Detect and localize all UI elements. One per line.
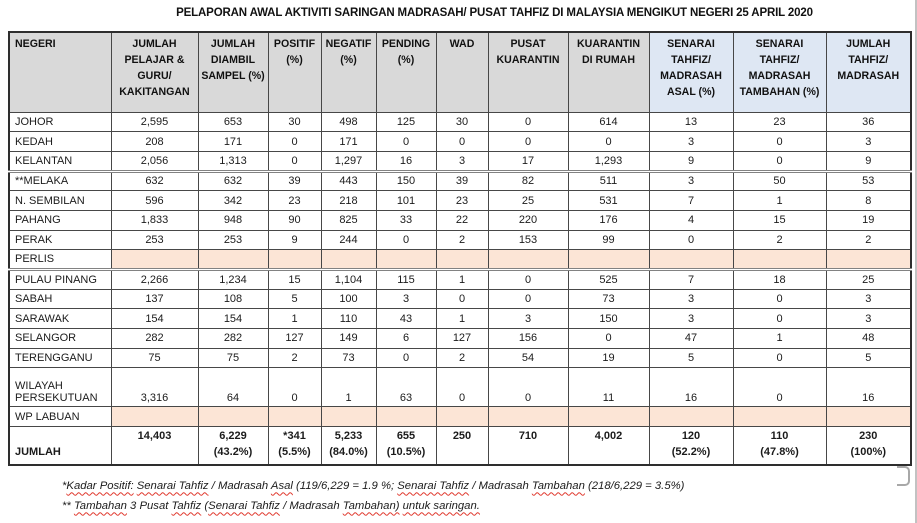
table-cell [436, 407, 488, 427]
column-header-pending: PENDING (%) [376, 32, 436, 112]
table-cell: 39 [268, 171, 321, 191]
total-value: 6,229 [219, 430, 247, 443]
row-label: TERENGGANU [9, 348, 111, 368]
table-cell: 43 [376, 309, 436, 329]
row-label: SABAH [9, 289, 111, 309]
table-cell: 3 [376, 289, 436, 309]
table-row-sabah [9, 289, 911, 309]
table-cell: 110 [321, 309, 376, 329]
table-cell: 99 [568, 230, 649, 250]
table-cell [826, 407, 911, 427]
table-cell: 101 [376, 191, 436, 211]
footnotes [62, 476, 917, 516]
table-cell [376, 250, 436, 270]
table-cell: 0 [733, 151, 826, 171]
table-cell: 2 [436, 348, 488, 368]
table-cell: 1 [733, 191, 826, 211]
table-cell: 1 [436, 309, 488, 329]
total-cell [488, 427, 568, 465]
row-label: SARAWAK [9, 309, 111, 329]
table-cell: 3 [488, 309, 568, 329]
row-label: WILAYAH PERSEKUTUAN [9, 368, 111, 407]
table-cell: 0 [568, 329, 649, 349]
footnote-segment: Senarai Tahfiz [208, 499, 280, 512]
table-cell: 18 [733, 270, 826, 290]
table-row-pahang [9, 210, 911, 230]
table-cell: 22 [436, 210, 488, 230]
table-cell: 342 [198, 191, 268, 211]
footnote-segment: Kadar Positif: [66, 479, 134, 492]
table-cell: 100 [321, 289, 376, 309]
table-cell: 0 [436, 368, 488, 407]
table-cell: 220 [488, 210, 568, 230]
row-label: **MELAKA [9, 171, 111, 191]
table-cell: 1 [268, 309, 321, 329]
table-cell: 1,833 [111, 210, 198, 230]
table-cell: 0 [488, 289, 568, 309]
table-cell: 153 [488, 230, 568, 250]
table-cell: 0 [376, 230, 436, 250]
table-cell: 244 [321, 230, 376, 250]
table-cell: 9 [826, 151, 911, 171]
total-cell [376, 427, 436, 465]
row-label: PERAK [9, 230, 111, 250]
column-header-pusat-kuarantin: PUSAT KUARANTIN [488, 32, 568, 112]
table-cell: 632 [198, 171, 268, 191]
row-label: SELANGOR [9, 329, 111, 349]
table-cell: 54 [488, 348, 568, 368]
table-cell: 154 [198, 309, 268, 329]
table-cell: 5 [649, 348, 733, 368]
total-cell [733, 427, 826, 465]
total-percentage: (47.8%) [760, 446, 799, 459]
table-cell: 73 [321, 348, 376, 368]
row-label: KELANTAN [9, 151, 111, 171]
table-cell: 16 [826, 368, 911, 407]
table-cell: 3 [826, 132, 911, 152]
table-body [9, 112, 911, 465]
table-cell: 632 [111, 171, 198, 191]
total-percentage: (84.0%) [329, 446, 368, 459]
table-cell [321, 250, 376, 270]
table-cell: 150 [568, 309, 649, 329]
column-header-jumlah-diambil-sampel: JUMLAH DIAMBIL SAMPEL (%) [198, 32, 268, 112]
table-cell: 25 [488, 191, 568, 211]
column-header-negatif: NEGATIF (%) [321, 32, 376, 112]
table-cell: 1,234 [198, 270, 268, 290]
total-value: *341 [283, 430, 306, 443]
footnote-segment: Tambahan [531, 479, 585, 492]
table-cell: 2,266 [111, 270, 198, 290]
table-cell: 149 [321, 329, 376, 349]
table-cell: 36 [826, 112, 911, 132]
table-row-wilayah-persekutuan [9, 368, 911, 407]
table-cell [376, 407, 436, 427]
footnote-segment: / Madrasah [279, 499, 343, 512]
table-cell: 115 [376, 270, 436, 290]
table-cell: 6 [376, 329, 436, 349]
table-cell: 1,104 [321, 270, 376, 290]
footnote-segment: ( [201, 499, 209, 512]
table-cell: 125 [376, 112, 436, 132]
table-cell: 0 [488, 368, 568, 407]
table-cell: 0 [268, 368, 321, 407]
table-cell: 253 [198, 230, 268, 250]
table-cell: 154 [111, 309, 198, 329]
total-cell [649, 427, 733, 465]
table-row-selangor [9, 329, 911, 349]
total-cell [321, 427, 376, 465]
footnote-line [62, 476, 917, 496]
table-cell: 90 [268, 210, 321, 230]
table-cell: 8 [826, 191, 911, 211]
total-cell [198, 427, 268, 465]
footnote-segment: untuk saringan. [402, 499, 480, 512]
table-cell: 531 [568, 191, 649, 211]
column-header-positif: POSITIF (%) [268, 32, 321, 112]
table-cell: 64 [198, 368, 268, 407]
table-cell: 0 [376, 132, 436, 152]
table-cell: 0 [436, 132, 488, 152]
table-cell: 16 [376, 151, 436, 171]
table-cell [733, 250, 826, 270]
table-cell: 75 [198, 348, 268, 368]
table-cell: 253 [111, 230, 198, 250]
table-cell: 511 [568, 171, 649, 191]
screening-report-table [8, 31, 912, 466]
row-label: PAHANG [9, 210, 111, 230]
table-cell: 11 [568, 368, 649, 407]
table-cell: 15 [268, 270, 321, 290]
total-value: 655 [396, 430, 416, 443]
table-cell: 3 [826, 289, 911, 309]
table-cell: 525 [568, 270, 649, 290]
table-cell: 15 [733, 210, 826, 230]
total-value: 120 [681, 430, 701, 443]
table-cell: 208 [111, 132, 198, 152]
table-cell: 2 [436, 230, 488, 250]
footnote-segment: / Madrasah [208, 479, 271, 492]
table-cell: 53 [826, 171, 911, 191]
table-cell: 0 [268, 151, 321, 171]
footnote-segment: Tahfiz [171, 499, 202, 512]
row-label: PERLIS [9, 250, 111, 270]
total-value: 250 [452, 430, 472, 443]
header-row [9, 32, 911, 112]
table-cell: 3 [649, 171, 733, 191]
row-label: KEDAH [9, 132, 111, 152]
table-cell: 596 [111, 191, 198, 211]
table-cell: 0 [649, 230, 733, 250]
table-cell: 1 [733, 329, 826, 349]
table-cell [826, 250, 911, 270]
table-cell: 2 [733, 230, 826, 250]
table-cell: 75 [111, 348, 198, 368]
footnote-segment: Asal [270, 479, 293, 492]
table-cell [198, 407, 268, 427]
table-cell: 23 [268, 191, 321, 211]
table-cell: 0 [733, 348, 826, 368]
table-cell [649, 250, 733, 270]
table-cell: 0 [733, 132, 826, 152]
total-cell [268, 427, 321, 465]
table-row-perlis [9, 250, 911, 270]
table-cell: 1,297 [321, 151, 376, 171]
table-cell: 2,595 [111, 112, 198, 132]
footnote-segment: / Madrasah [469, 479, 532, 492]
table-cell: 2,056 [111, 151, 198, 171]
table-cell: 4 [649, 210, 733, 230]
table-cell: 171 [198, 132, 268, 152]
table-cell: 0 [488, 112, 568, 132]
total-row-label: JUMLAH [9, 427, 111, 465]
table-cell: 1 [436, 270, 488, 290]
footnote-line [62, 496, 917, 516]
table-cell: 0 [733, 368, 826, 407]
table-cell: 7 [649, 270, 733, 290]
table-cell: 50 [733, 171, 826, 191]
footnote-segment: ** [62, 499, 74, 512]
table-cell: 137 [111, 289, 198, 309]
table-cell: 156 [488, 329, 568, 349]
table-cell: 9 [649, 151, 733, 171]
table-cell: 127 [436, 329, 488, 349]
total-cell [568, 427, 649, 465]
table-row-terengganu [9, 348, 911, 368]
table-row-kelantan [9, 151, 911, 171]
column-header-senarai-tahfiz-madrasah-asal: SENARAI TAHFIZ/ MADRASAH ASAL (%) [649, 32, 733, 112]
column-header-wad: WAD [436, 32, 488, 112]
table-cell: 9 [268, 230, 321, 250]
table-cell: 5 [826, 348, 911, 368]
total-value: 230 [859, 430, 878, 443]
total-value: 4,002 [594, 430, 623, 443]
table-cell [436, 250, 488, 270]
table-cell: 127 [268, 329, 321, 349]
total-percentage: (43.2%) [213, 446, 253, 459]
column-header-kuarantin-di-rumah: KUARANTIN DI RUMAH [568, 32, 649, 112]
total-percentage: (10.5%) [386, 446, 426, 459]
row-label: PULAU PINANG [9, 270, 111, 290]
table-cell [111, 250, 198, 270]
table-cell [488, 407, 568, 427]
table-row-pulau-pinang [9, 270, 911, 290]
table-cell [488, 250, 568, 270]
footnote-segment: (119/6,229 = 1.9 %; [292, 479, 398, 492]
table-cell: 13 [649, 112, 733, 132]
total-percentage: (100%) [850, 446, 886, 459]
table-cell: 33 [376, 210, 436, 230]
footnote-segment: * [62, 479, 67, 492]
row-label: WP LABUAN [9, 407, 111, 427]
table-header [9, 32, 911, 112]
column-header-jumlah-tahfiz-madrasah: JUMLAH TAHFIZ/ MADRASAH [826, 32, 911, 112]
table-cell: 7 [649, 191, 733, 211]
table-row-kedah [9, 132, 911, 152]
table-cell: 171 [321, 132, 376, 152]
table-cell: 0 [733, 309, 826, 329]
table-cell: 1 [321, 368, 376, 407]
table-cell: 3 [649, 309, 733, 329]
table-cell: 0 [376, 348, 436, 368]
table-cell: 16 [649, 368, 733, 407]
table-cell: 82 [488, 171, 568, 191]
table-row-wp-labuan [9, 407, 911, 427]
table-cell: 39 [436, 171, 488, 191]
table-cell: 1,293 [568, 151, 649, 171]
table-cell [733, 407, 826, 427]
table-cell [568, 250, 649, 270]
footnote-segment: Tambahan [73, 499, 127, 512]
table-cell: 47 [649, 329, 733, 349]
table-cell: 1,313 [198, 151, 268, 171]
table-row--melaka [9, 171, 911, 191]
table-cell: 30 [268, 112, 321, 132]
table-row-perak [9, 230, 911, 250]
table-cell: 3 [436, 151, 488, 171]
footnote-segment: 3 Pusat [126, 499, 172, 512]
column-header-senarai-tahfiz-madrasah-tambahan: SENARAI TAHFIZ/ MADRASAH TAMBAHAN (%) [733, 32, 826, 112]
table-cell: 48 [826, 329, 911, 349]
column-header-negeri: NEGERI [9, 32, 111, 112]
total-cell [111, 427, 198, 465]
table-cell: 282 [111, 329, 198, 349]
total-value: 710 [518, 430, 538, 443]
table-cell: 653 [198, 112, 268, 132]
table-cell: 3,316 [111, 368, 198, 407]
table-cell: 23 [436, 191, 488, 211]
table-cell: 73 [568, 289, 649, 309]
footnote-segment: (218/6,229 = 3.5%) [584, 479, 685, 492]
table-cell: 19 [826, 210, 911, 230]
table-cell [649, 407, 733, 427]
table-row-sarawak [9, 309, 911, 329]
table-cell: 2 [268, 348, 321, 368]
table-row-n-sembilan [9, 191, 911, 211]
table-cell: 282 [198, 329, 268, 349]
table-cell: 218 [321, 191, 376, 211]
table-cell: 23 [733, 112, 826, 132]
table-cell: 498 [321, 112, 376, 132]
table-cell: 3 [826, 309, 911, 329]
table-cell: 25 [826, 270, 911, 290]
table-cell: 0 [488, 132, 568, 152]
table-cell: 948 [198, 210, 268, 230]
table-cell: 108 [198, 289, 268, 309]
table-cell: 0 [436, 289, 488, 309]
footnote-segment: Senarai Tahfiz [136, 479, 209, 492]
footnote-segment: Senarai Tahfiz [397, 479, 470, 492]
table-cell [268, 407, 321, 427]
total-percentage: (5.5%) [278, 446, 311, 459]
table-cell: 0 [568, 132, 649, 152]
total-value: 14,403 [137, 430, 172, 443]
table-cell: 3 [649, 132, 733, 152]
table-cell: 30 [436, 112, 488, 132]
page-title: PELAPORAN AWAL AKTIVITI SARINGAN MADRASAH/ PUSAT TAHFIZ DI MALAYSIA MENGIKUT NEGERI 25 APRIL 2020 [176, 7, 813, 19]
table-row-total [9, 427, 911, 465]
table-row-johor [9, 112, 911, 132]
table-cell [568, 407, 649, 427]
table-cell: 176 [568, 210, 649, 230]
column-header-jumlah-pelajar-guru-kakitangan: JUMLAH PELAJAR & GURU/ KAKITANGAN [111, 32, 198, 112]
footnote-segment: Tambahan) [342, 499, 400, 512]
table-cell: 63 [376, 368, 436, 407]
table-cell: 0 [268, 132, 321, 152]
table-cell: 3 [649, 289, 733, 309]
table-cell: 443 [321, 171, 376, 191]
table-cell [268, 250, 321, 270]
table-cell: 150 [376, 171, 436, 191]
table-cell: 0 [733, 289, 826, 309]
total-percentage: (52.2%) [671, 446, 711, 459]
row-label: JOHOR [9, 112, 111, 132]
table-cell [111, 407, 198, 427]
table-cell [321, 407, 376, 427]
table-cell: 825 [321, 210, 376, 230]
total-value: 110 [770, 430, 789, 443]
total-cell [436, 427, 488, 465]
table-cell: 5 [268, 289, 321, 309]
row-label: N. SEMBILAN [9, 191, 111, 211]
table-cell: 19 [568, 348, 649, 368]
table-cell: 2 [826, 230, 911, 250]
table-resize-handle[interactable] [897, 466, 910, 486]
table-cell: 17 [488, 151, 568, 171]
table-cell: 614 [568, 112, 649, 132]
total-value: 5,233 [334, 430, 363, 443]
table-cell: 0 [488, 270, 568, 290]
table-cell [198, 250, 268, 270]
total-cell [826, 427, 911, 465]
